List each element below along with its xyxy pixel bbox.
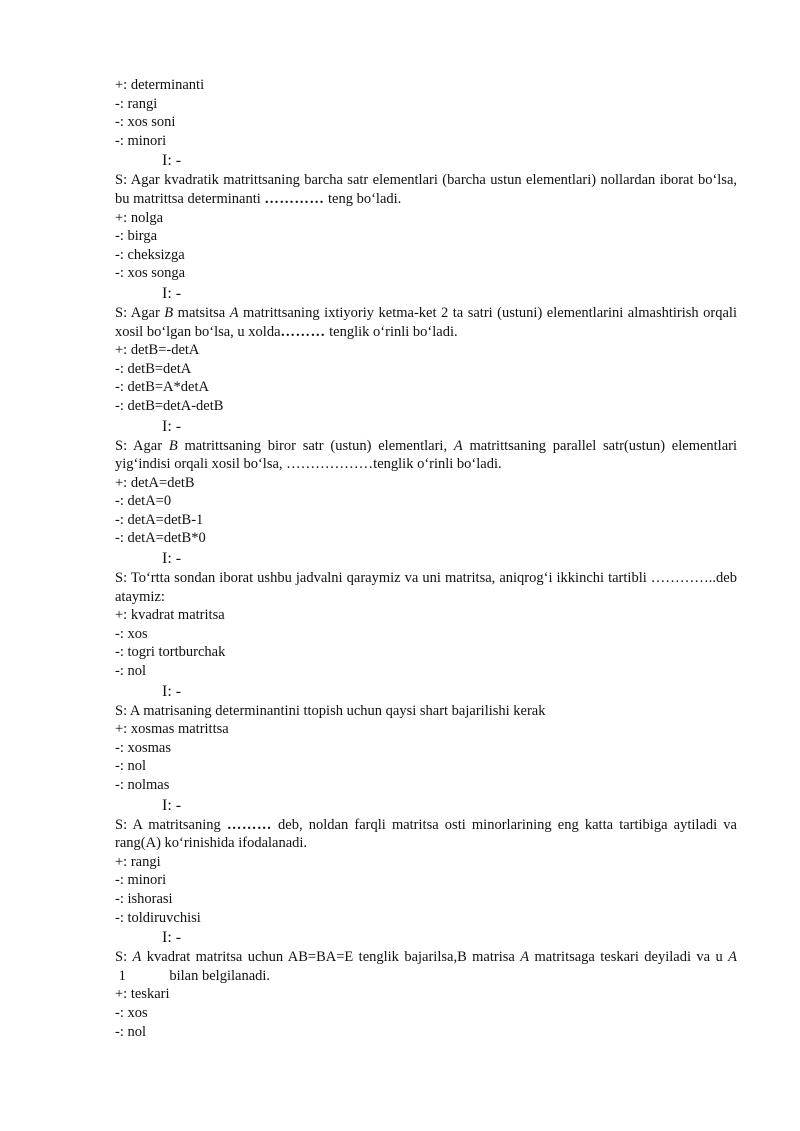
answer-line: -: minori [115,872,167,889]
answer-line: +: determinanti [115,77,205,93]
question-text: S: A matrisaning determinantini ttopish uchun qaysi shart bajarilishi kerak [115,702,546,719]
question-separator: I: - [162,284,182,302]
answer-line: -: detB=A*detA [115,379,209,396]
answer-line: -: nol [115,1023,147,1040]
answer-line: -: toldiruvchisi [115,909,201,926]
answer-line: -: birga [115,228,158,245]
question-text: S: A kvadrat matritsa uchun AB=BA=E tenglik bajarilsa,B matrisa A matritsaga teskari deyiladi va u A 1 bilan belgilanadi. [115,949,738,984]
answer-line: -: rangi [115,95,158,112]
answer-line: +: xosmas matrittsa [115,721,229,738]
question-separator: I: - [162,796,182,814]
answer-line: -: detB=detA [115,360,192,377]
question-text: S: To‘rtta sondan iborat ushbu jadvalni qaraymiz va uni matritsa, aniqrog‘i ikkinchi tartibli …………..deb ataymiz: [115,570,737,605]
answer-line: -: detA=0 [115,493,172,510]
question-text: S: Agar B matsitsa A matrittsaning ixtiyoriy ketma-ket 2 ta satri (ustuni) elementlarini almashtirish orqali xosil bo‘lgan bo‘lsa, u xolda……… tenglik o‘rinli bo‘ladi. [115,304,737,340]
answer-line: +: teskari [115,986,170,1003]
question-separator: I: - [162,417,182,435]
answer-line: +: kvadrat matritsa [115,607,225,624]
answer-line: -: xos songa [115,265,186,282]
answer-line: -: detB=detA-detB [115,397,224,414]
answer-line: +: nolga [115,209,164,226]
question-separator: I: - [162,550,182,568]
answer-line: -: xos [115,1004,148,1021]
answer-line: +: detA=detB [115,474,195,491]
answer-line: -: xosmas [115,739,171,756]
answer-line: -: nol [115,663,147,680]
question-separator: I: - [162,682,182,700]
answer-line: -: xos soni [115,114,176,131]
answer-line: -: togri tortburchak [115,644,226,661]
question-separator: I: - [162,929,182,947]
answer-line: -: xos [115,625,148,642]
answer-line: -: nol [115,758,147,775]
question-text: S: A matritsaning ……… deb, noldan farqli matritsa osti minorlarining eng katta tartibiga aytiladi va rang(A) ko‘rinishida ifodalanadi. [115,816,737,852]
answer-line: -: detA=detB*0 [115,530,206,547]
answer-line: -: cheksizga [115,246,185,263]
answer-line: -: nolmas [115,777,170,793]
question-separator: I: - [162,152,182,170]
answer-line: +: rangi [115,853,161,870]
question-text: S: Agar kvadratik matrittsaning barcha satr elementlari (barcha ustun elementlari) nollardan iborat bo‘lsa, bu matrittsa determinanti ………… teng bo‘ladi. [115,172,737,207]
question-text: S: Agar B matrittsaning biror satr (ustun) elementlari, A matrittsaning parallel satr(ustun) elementlari yig‘indisi orqali xosil bo‘lsa, ………………tenglik o‘rinli bo‘ladi. [115,437,738,473]
answer-line: -: ishorasi [115,890,173,907]
answer-line: -: detA=detB-1 [115,511,204,528]
answer-line: -: minori [115,132,167,149]
answer-line: +: detB=-detA [115,342,200,359]
test-content [115,76,737,1041]
